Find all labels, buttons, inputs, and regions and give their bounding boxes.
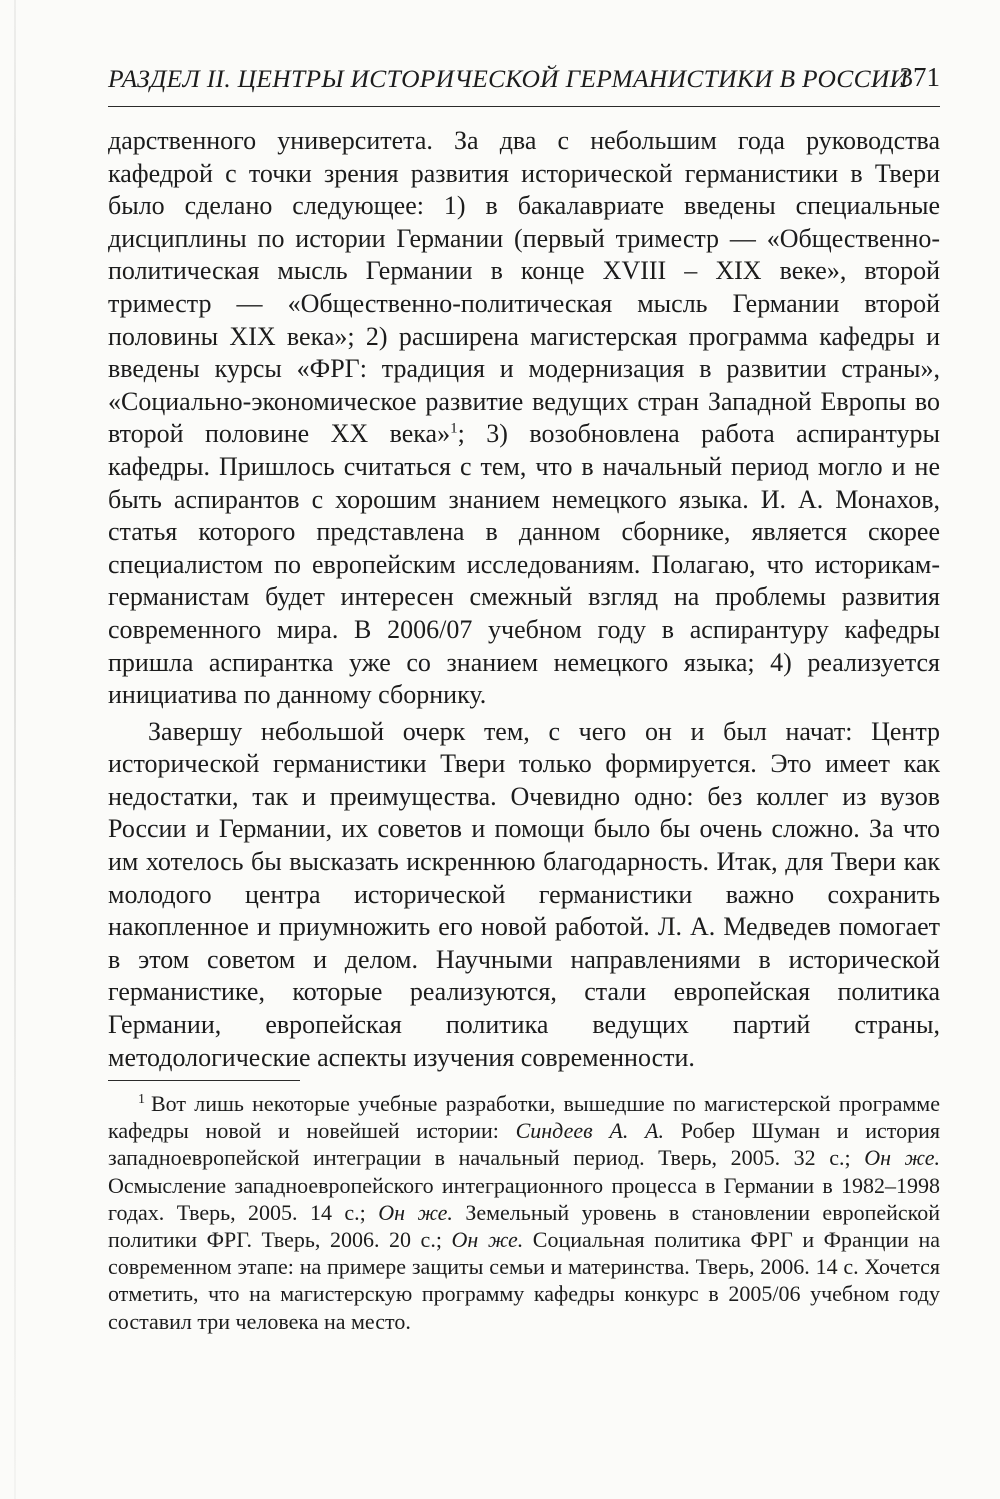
footnote-text-3: Осмысление западноевропейского интеграционного процесса в Германии в 1982–1998 годах. Тверь, 2005. 14 с.; (108, 1172, 940, 1225)
main-text (108, 125, 940, 1074)
footnote-text-1: Вот лишь некоторые учебные разработки, вышедшие по магистерской программе кафедры новой и новейшей истории: (108, 1091, 940, 1144)
paragraph-1-part-a: дарственного университета. За два с небольшим года руководства кафедрой с точки зрения развития исторической германистики в Твери было сделано следующее: 1) в бакалавриате введены специальные дисциплины по истории Германии (первый триместр — «Общественно-политическая мысль Германии в конце XVIII – XIX веке», второй триместр — «Общественно-политическая мысль Германии второй половины XIX века»; 2) расширена магистерская программа кафедры и введены курсы «ФРГ: традиция и модернизация в развитии страны», «Социально-экономическое развитие ведущих стран Западной Европы во второй половине XX века» (108, 126, 940, 449)
footnote-author-1: Синдеев А. А. (515, 1118, 664, 1144)
footnote-marker: 1 (138, 1091, 145, 1107)
footnote-text-2: Робер Шуман и история западноевропейской интеграции в начальный период. Тверь, 2005. 32 с.; (108, 1118, 941, 1171)
footnote-text-4: Земельный уровень в становлении европейской политики ФРГ. Тверь, 2006. 20 с.; (108, 1199, 941, 1253)
page-header (108, 58, 940, 107)
paragraph-1 (108, 125, 940, 712)
paragraph-2: Завершу небольшой очерк тем, с чего он и был начат: Центр исторической германистики Твери только формируется. Это имеет как недостатки, так и преимущества. Очевидно одно: без коллег из вузов России и Германии, их советов и помощи было бы очень сложно. За что им хотелось бы высказать искреннюю благодарность. Итак, для Твери как молодого центра исторической германистики важно сохранить накопленное и приумножить его новой работой. Л. А. Медведев помогает в этом советом и делом. Научными направлениями в исторической германистике, которые реализуются, стали европейская политика Германии, европейская политика ведущих партий страны, методологические аспекты изучения современности. (108, 716, 940, 1072)
footnote-separator (108, 1080, 300, 1081)
footnote-author-4: Он же. (451, 1227, 524, 1253)
footnote-text (108, 1090, 940, 1335)
footnote (108, 1090, 940, 1335)
page-gutter-line (14, 0, 16, 1499)
footnote-author-2: Он же. (864, 1145, 940, 1171)
paragraph-1-part-b: ; 3) возобновлена работа аспирантуры кафедры. Пришлось считаться с тем, что в начальный период могло и не быть аспирантов с хорошим знанием немецкого языка. И. А. Монахов, статья которого представлена в данном сборнике, является скорее специалистом по европейским исследованиям. Полагаю, что историкам-германистам будет интересен смежный взгляд на проблемы развития современного мира. В 2006/07 учебном году в аспирантуру кафедры пришла аспирантка уже со знанием немецкого языка; 4) реализуется инициатива по данному сборнику. (108, 419, 941, 710)
footnote-text-5: Социальная политика ФРГ и Франции на современном этапе: на примере защиты семьи и материнства. Тверь, 2006. 14 с. Хочется отметить, что на магистерскую программу кафедры конкурс в 2005/06 учебном году составил три человека на место. (108, 1227, 940, 1334)
footnote-reference[interactable]: 1 (450, 420, 458, 437)
footnote-author-3: Он же. (378, 1199, 453, 1225)
running-head: РАЗДЕЛ II. ЦЕНТРЫ ИСТОРИЧЕСКОЙ ГЕРМАНИСТИКИ В РОССИИ (108, 64, 909, 93)
page-number: 371 (899, 62, 940, 92)
